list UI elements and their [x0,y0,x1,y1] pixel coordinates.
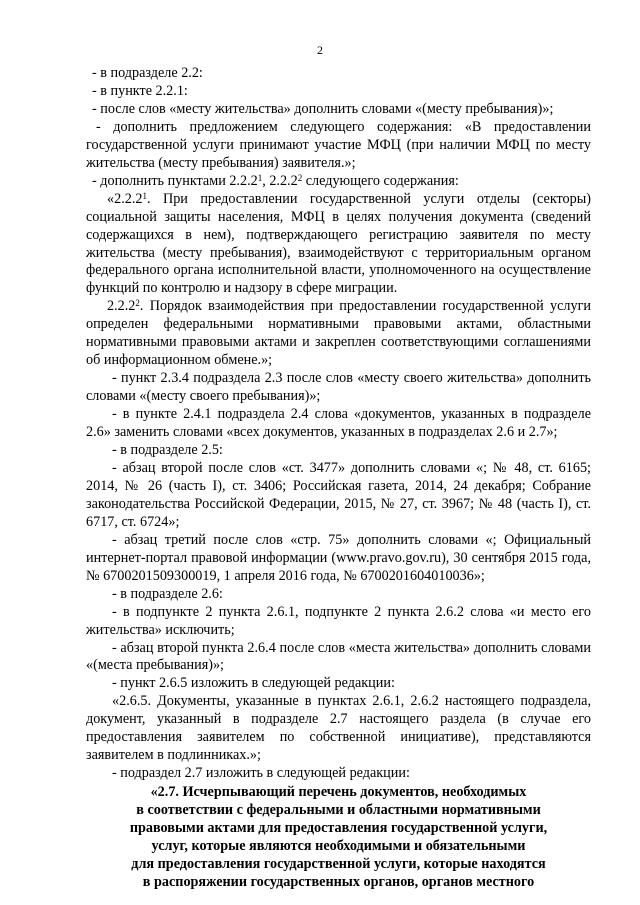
paragraph-item-2-2-1: - в пункте 2.2.1: [92,82,188,99]
paragraph-item-2-6-5-text: «2.6.5. Документы, указанные в пунктах 2.6.1, 2.6.2 настоящего подраздела, документ, указанный в подразделе 2.7 настоящего раздела (в случае его предоставления заявителем по собственной инициативе), представляются заявителем в подлинниках.»; [86,693,591,764]
title-line: услуг, которые являются необходимыми и обязательными [151,838,526,855]
paragraph-item-2-6-1: - в подпункте 2 пункта 2.6.1, подпункте 2 пункта 2.6.2 слова «и место его жительства» исключить; [86,603,591,638]
paragraph-after-words: - после слов «месту жительства» дополнить словами «(месту пребывания)»; [92,100,554,117]
paragraph-item-2-4-1: - в пункте 2.4.1 подраздела 2.4 слова «документов, указанных в подразделе 2.6» заменить словами «всех документов, указанных в подразделах 2.6 и 2.7»; [86,406,591,441]
title-line: для предоставления государственной услуги, которые находятся [131,856,546,873]
paragraph-abzac-3: - абзац третий после слов «стр. 75» дополнить словами «; Официальный интернет-портал правовой информации (www.pravo.gov.ru), 30 сентября 2015 года, № 6700201509300019, 1 апреля 2016 года, № 6700201604010036»; [86,531,591,584]
document-body [86,65,591,891]
paragraph-item-2-2-2-2: 2.2.2$^2$. Порядок взаимодействия при предоставлении государственной услуги определен федеральными нормативными правовыми актами, областными нормативными правовыми актами и закреплен соответствующими соглашениями об информационном обмене.»; [86,298,591,369]
paragraph-item-2-6-4: - абзац второй пункта 2.6.4 после слов «места жительства» дополнить словами «(места пребывания)»; [86,639,591,674]
paragraph-abzac-2: - абзац второй после слов «ст. 3477» дополнить словами «; № 48, ст. 6165; 2014, № 26 (часть I), ст. 3406; Российская газета, 2014, 24 декабря; Собрание законодательства Российской Федерации, 2015, № 27, ст. 3967; № 48 (часть I), ст. 6717, ст. 6724»; [86,459,591,530]
paragraph-item-2-3-4: - пункт 2.3.4 подраздела 2.3 после слов «месту своего жительства» дополнить словами «(месту своего пребывания)»; [86,370,591,405]
section-title-2-7 [86,783,591,891]
paragraph-subsection-2-6: - в подразделе 2.6: [112,585,223,602]
paragraph-item-2-6-5: - пункт 2.6.5 изложить в следующей редакции: [112,675,395,692]
title-line: правовыми актами для предоставления государственной услуги, [129,820,548,837]
title-line: в распоряжении государственных органов, органов местного [142,874,535,891]
page-number: 2 [317,43,323,57]
paragraph-subsection-2-5: - в подразделе 2.5: [112,442,223,459]
paragraph-subsection-2-7: - подраздел 2.7 изложить в следующей редакции: [112,765,410,782]
title-line: «2.7. Исчерпывающий перечень документов, необходимых [150,784,527,801]
paragraph-subsection-2-2: - в подразделе 2.2: [92,65,203,81]
paragraph-item-2-2-2-1: «2.2.2$^1$. При предоставлении государственной услуги отделы (секторы) социальной защиты населения, МФЦ в целях получения документа (сведений содержащихся в нем), подтверждающего регистрацию заявителя по месту жительства (месту пребывания), взаимодействуют с территориальным органом федерального органа исполнительной власти, уполномоченного на осуществление функций по контролю и надзору в сфере миграции. [86,190,591,297]
paragraph-add-items: - дополнить пунктами 2.2.2$^1$, 2.2.2$^2$ следующего содержания: [92,172,459,189]
paragraph-add-sentence: - дополнить предложением следующего содержания: «В предоставлении государственной услуги принимают участие МФЦ (при наличии МФЦ по месту жительства (месту пребывания) заявителя.»; [86,118,591,171]
title-line: в соответствии с федеральными и областными нормативными [136,802,541,819]
